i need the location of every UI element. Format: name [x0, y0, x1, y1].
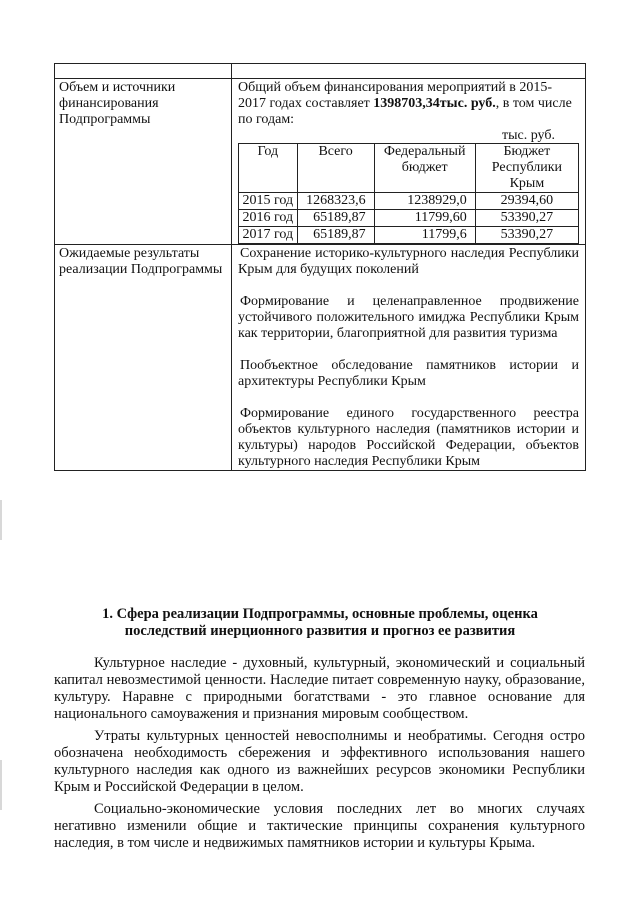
- total-cell: 65189,87: [297, 227, 374, 244]
- header-total: Всего: [297, 144, 374, 193]
- result-item: Сохранение историко-культурного наследия Республики Крым для будущих поколений: [238, 246, 579, 277]
- year-cell: 2017 год: [239, 227, 298, 244]
- scan-margin-mark-top: [0, 500, 2, 540]
- top-right-cell: [232, 64, 586, 79]
- funding-total: 1398703,34тыс. руб.: [373, 96, 496, 111]
- scan-margin-mark-bottom: [0, 760, 2, 810]
- body-paragraph: Социально-экономические условия последних лет во многих случаях негативно изменили общие и тактические принципы сохранения культурного наследия, в том числе и недвижимых памятников истории и культуры Крыма.: [54, 801, 585, 851]
- result-item: Пообъектное обследование памятников истории и архитектуры Республики Крым: [238, 358, 579, 389]
- result-item: Формирование и целенаправленное продвижение устойчивого положительного имиджа Республики Крым как территории, благоприятной для развития туризма: [238, 294, 579, 341]
- funding-intro-start: Общий объем финансирования мероприятий в 2015-2017 годах составляет: [238, 80, 552, 111]
- units-label: тыс. руб.: [502, 128, 555, 143]
- regional-cell: 53390,27: [475, 227, 578, 244]
- funding-by-year-table: [238, 143, 579, 244]
- section-heading: 1. Сфера реализации Подпрограммы, основные проблемы, оценка последствий инерционного развития и прогноз ее развития: [102, 606, 538, 639]
- result-item: Формирование единого государственного реестра объектов культурного наследия (памятников истории и культуры) народов Российской Федерации, объектов культурного наследия Республики Крым: [238, 406, 579, 469]
- table-row: [239, 193, 579, 210]
- funding-intro: [238, 80, 579, 128]
- top-left-cell: [55, 64, 232, 79]
- funding-content: [232, 79, 586, 245]
- header-year: Год: [239, 144, 298, 193]
- header-regional: Бюджет Республики Крым: [475, 144, 578, 193]
- regional-cell: 29394,60: [475, 193, 578, 210]
- year-cell: 2015 год: [239, 193, 298, 210]
- funding-label: Объем и источники финансирования Подпрограммы: [55, 79, 232, 245]
- federal-cell: 11799,6: [374, 227, 475, 244]
- total-cell: 65189,87: [297, 210, 374, 227]
- header-federal: Федеральный бюджет: [374, 144, 475, 193]
- funding-intro-end: , в том числе по годам:: [238, 96, 572, 127]
- body-paragraph: Культурное наследие - духовный, культурный, экономический и социальный капитал невозместимой ценности. Наследие питает современную науку, образование, культуру. Наравне с природными богатствами - это главное основание для национального самоуважения и признания мировым сообществом.: [54, 655, 585, 722]
- results-content: [232, 245, 586, 471]
- results-label: Ожидаемые результаты реализации Подпрограммы: [55, 245, 232, 471]
- federal-cell: 1238929,0: [374, 193, 475, 210]
- passport-table: [54, 63, 586, 471]
- table-row: [239, 227, 579, 244]
- funding-header-row: [239, 144, 579, 193]
- section-body: [54, 655, 585, 857]
- regional-cell: 53390,27: [475, 210, 578, 227]
- total-cell: 1268323,6: [297, 193, 374, 210]
- table-row: [239, 210, 579, 227]
- year-cell: 2016 год: [239, 210, 298, 227]
- results-row: [55, 245, 586, 471]
- funding-row: [55, 79, 586, 245]
- federal-cell: 11799,60: [374, 210, 475, 227]
- body-paragraph: Утраты культурных ценностей невосполнимы и необратимы. Сегодня остро обозначена необходимость сбережения и эффективного использования нашего культурного наследия как одного из важнейших ресурсов экономики Республики Крым и Российской Федерации в целом.: [54, 728, 585, 795]
- table-top-row: [55, 64, 586, 79]
